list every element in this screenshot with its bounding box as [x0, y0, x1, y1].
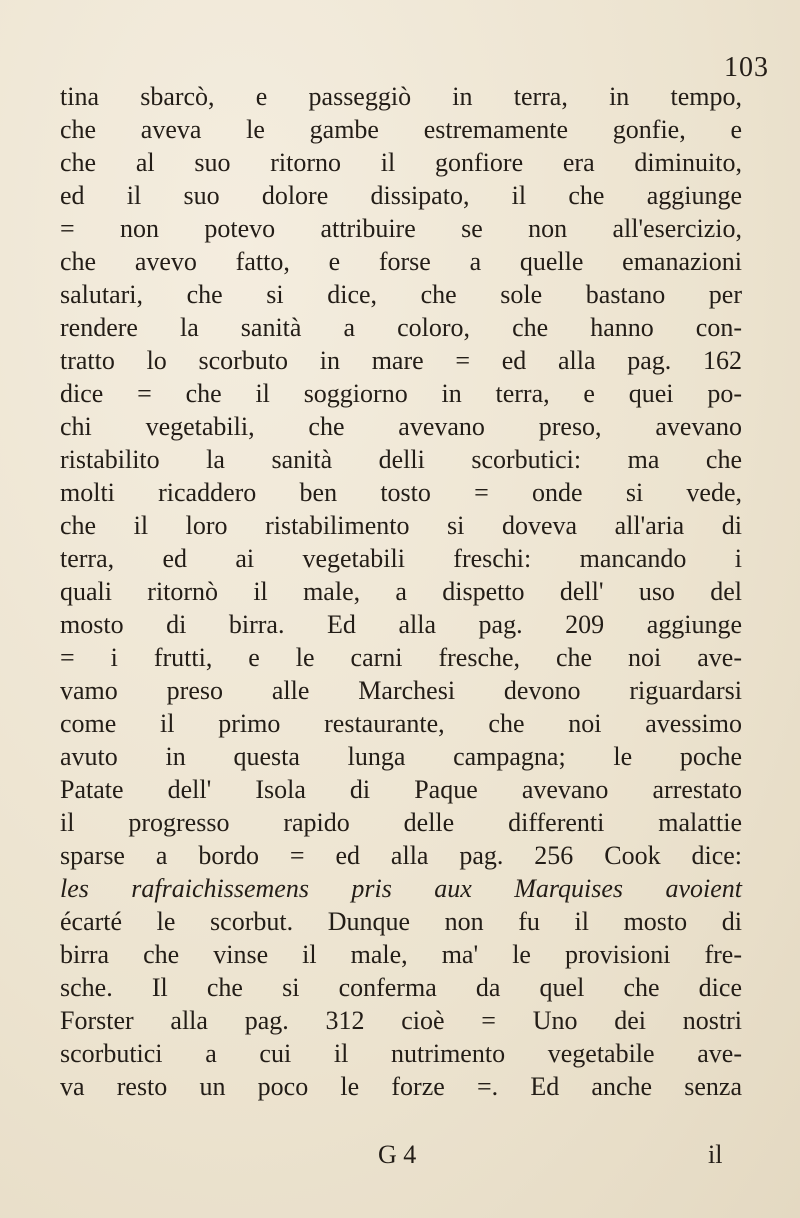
text-line: quali ritornò il male, a dispetto dell' uso del [60, 577, 742, 606]
text-line: va resto un poco le forze =. Ed anche senza [60, 1072, 742, 1101]
text-line: molti ricaddero ben tosto = onde si vede, [60, 478, 742, 507]
text-line: chi vegetabili, che avevano preso, avevano [60, 412, 742, 441]
text-line: mosto di birra. Ed alla pag. 209 aggiunge [60, 610, 742, 639]
text-line: che aveva le gambe estremamente gonfie, e [60, 115, 742, 144]
catchword: il [708, 1140, 723, 1169]
text-line: che avevo fatto, e forse a quelle emanazioni [60, 247, 742, 276]
text-line: rendere la sanità a coloro, che hanno con- [60, 313, 742, 342]
page-number: 103 [724, 52, 769, 83]
text-line: Patate dell' Isola di Paque avevano arrestato [60, 775, 742, 804]
text-line: avuto in questa lunga campagna; le poche [60, 742, 742, 771]
printer-signature-mark: G 4 [378, 1140, 417, 1169]
text-line: terra, ed ai vegetabili freschi: mancando i [60, 544, 742, 573]
text-line: ed il suo dolore dissipato, il che aggiunge [60, 181, 742, 210]
text-line: come il primo restaurante, che noi avessimo [60, 709, 742, 738]
text-line: = i frutti, e le carni fresche, che noi ave- [60, 643, 742, 672]
text-line: salutari, che si dice, che sole bastano per [60, 280, 742, 309]
text-line: Forster alla pag. 312 cioè = Uno dei nostri [60, 1006, 742, 1035]
text-line: sparse a bordo = ed alla pag. 256 Cook dice: [60, 841, 742, 870]
text-line: che al suo ritorno il gonfiore era diminuito, [60, 148, 742, 177]
text-line: écarté le scorbut. Dunque non fu il mosto di [60, 907, 742, 936]
text-line: tratto lo scorbuto in mare = ed alla pag. 162 [60, 346, 742, 375]
text-line: che il loro ristabilimento si doveva all'aria di [60, 511, 742, 540]
text-line: dice = che il soggiorno in terra, e quei po- [60, 379, 742, 408]
text-line-french-quote: les rafraichissemens pris aux Marquises avoient [60, 874, 742, 903]
text-line: vamo preso alle Marchesi devono riguardarsi [60, 676, 742, 705]
text-line: il progresso rapido delle differenti malattie [60, 808, 742, 837]
text-line: scorbutici a cui il nutrimento vegetabile ave- [60, 1039, 742, 1068]
text-line: birra che vinse il male, ma' le provisioni fre- [60, 940, 742, 969]
text-line: = non potevo attribuire se non all'esercizio, [60, 214, 742, 243]
text-line: tina sbarcò, e passeggiò in terra, in tempo, [60, 82, 742, 111]
text-line: ristabilito la sanità delli scorbutici: ma che [60, 445, 742, 474]
text-line: sche. Il che si conferma da quel che dice [60, 973, 742, 1002]
